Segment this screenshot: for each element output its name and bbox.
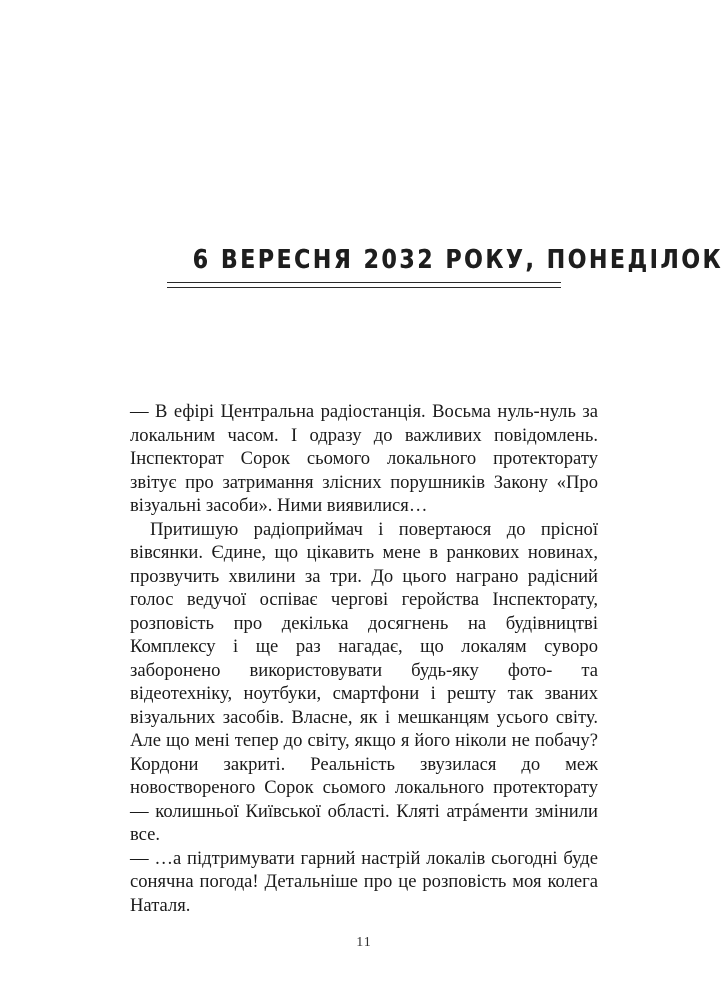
page-number: 11 [356, 935, 372, 950]
title-double-rule [167, 282, 561, 288]
chapter-title: 6 ВЕРЕСНЯ 2032 РОКУ, ПОНЕДІЛОК [192, 245, 724, 275]
chapter-heading [160, 240, 724, 280]
chapter-body [130, 400, 598, 917]
paragraph: — В ефірі Центральна радіостанція. Восьма нуль-нуль за локальним часом. І одразу до важливих повідомлень. Інспекторат Сорок сьомого локального протекторату звітує про затримання злісних порушників Закону «Про візуальні засоби». Ними виявилися… [130, 401, 598, 516]
paragraph: — …а підтримувати гарний настрій локалів сьогодні буде сонячна погода! Детальніше про це розповість моя колега Наталя. [130, 847, 598, 916]
paragraph: Притишую радіоприймач і повертаюся до прісної вівсянки. Єдине, що цікавить мене в ранкових новинах, прозвучить хвилини за три. До цього награно радісний голос ведучої оспіває чергові геройства Інспекторату, розповість про декілька досягнень на будівництві Комплексу і ще раз нагадає, що локалям суворо заборонено використовувати будь-яку фото- та відеотехніку, ноутбуки, смартфони і решту так званих візуальних засобів. Власне, як і мешканцям усього світу. Але що мені тепер до світу, якщо я його ніколи не побачу? Кордони закриті. Реальність звузилася до меж новоствореного Сорок сьомого локального протекторату — колишньої Київської області. Кляті атрáменти змінили все. [130, 518, 598, 845]
